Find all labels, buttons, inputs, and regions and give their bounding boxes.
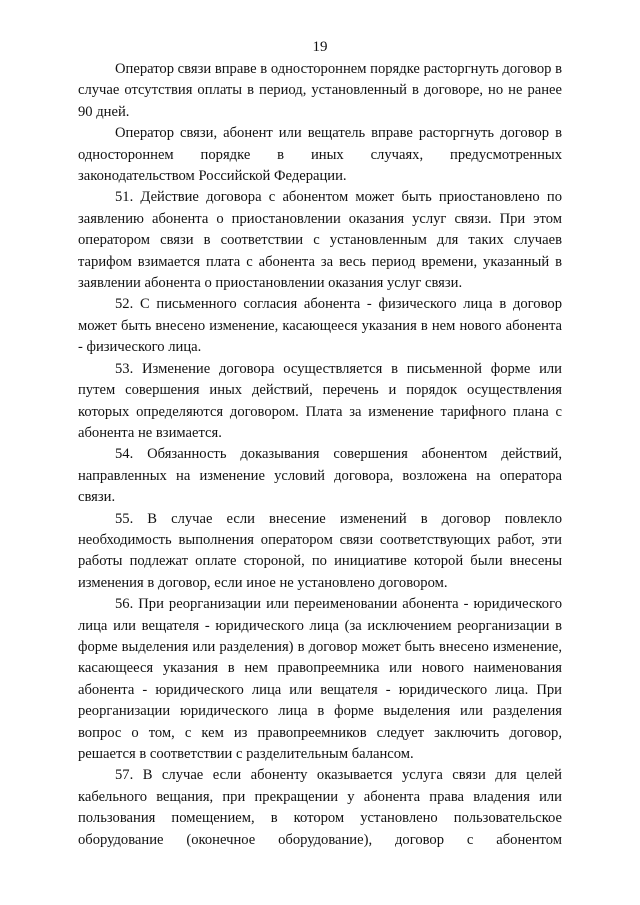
paragraph-56: 56. При реорганизации или переименовании абонента - юридического лица или вещателя - юридического лица (за исключением реорганизации в форме выделения или разделения) в договор может быть внесено изменение, касающееся указания в нем правопреемника или нового наименования абонента - юридического лица или вещателя - юридического лица. При реорганизации юридического лица в форме выделения или разделения вопрос о том, с кем из правопреемников следует заключить договор, решается в соответствии с разделительным балансом. [78,596,562,762]
paragraph-57: 57. В случае если абоненту оказывается услуга связи для целей кабельного вещания, при прекращении у абонента права владения или пользования помещением, в котором установлено пользовательское оборудование (оконечное оборудование), договор с абонентом [78,767,562,848]
paragraph-termination-nonpayment: Оператор связи вправе в одностороннем порядке расторгнуть договор в случае отсутствия оплаты в период, установленный в договоре, но не ранее 90 дней. [78,61,562,120]
paragraph-54: 54. Обязанность доказывания совершения абонентом действий, направленных на изменение условий договора, возложена на оператора связи. [78,446,562,506]
paragraph-53: 53. Изменение договора осуществляется в письменной форме или путем совершения иных действий, перечень и порядок осуществления которых определяются договором. Плата за изменение тарифного плана с абонента не взимается. [78,360,562,441]
paragraph-termination-other-cases: Оператор связи, абонент или вещатель вправе расторгнуть договор в одностороннем порядке в иных случаях, предусмотренных законодательством Российской Федерации. [78,125,562,185]
document-body [78,59,562,851]
paragraph-55: 55. В случае если внесение изменений в договор повлекло необходимость выполнения оператором связи соответствующих работ, эти работы подлежат оплате стороной, по инициативе которой были внесены изменения в договор, если иное не установлено договором. [78,510,562,591]
page-number: 19 [312,39,328,55]
paragraph-51: 51. Действие договора с абонентом может быть приостановлено по заявлению абонента о приостановлении оказания услуг связи. При этом оператором связи в соответствии с установленным для таких случаев тарифом взимается плата с абонента за весь период времени, указанный в заявлении абонента о приостановлении оказания услуг связи. [78,189,562,292]
paragraph-52: 52. С письменного согласия абонента - физического лица в договор может быть внесено изменение, касающееся указания в нем нового абонента - физического лица. [78,296,562,356]
